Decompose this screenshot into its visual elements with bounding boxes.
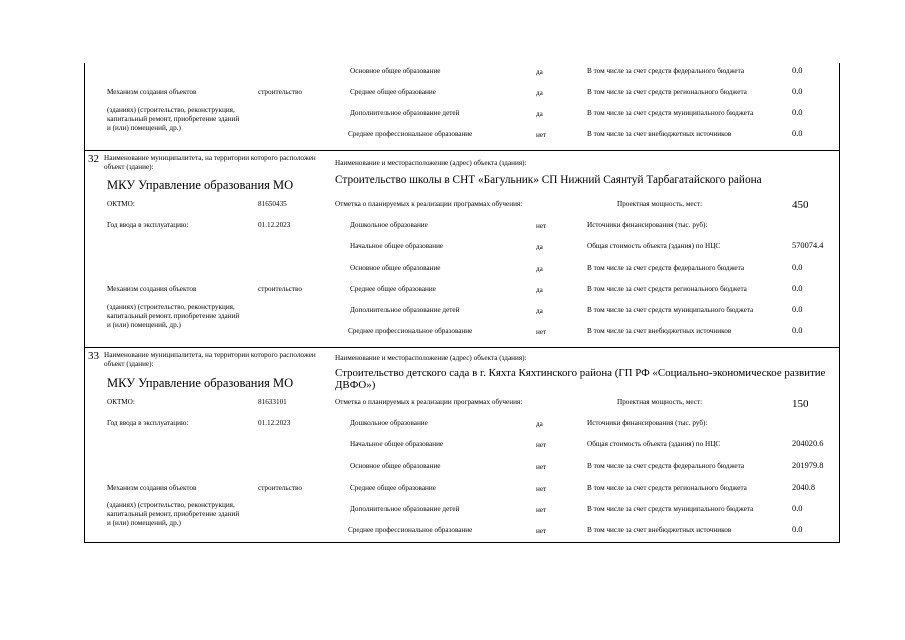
- mechanism-detail: (зданиях) (строительство, реконструкция, капитальный ремонт, приобретение зданий и (или) помещений, др.): [107, 501, 240, 527]
- table-bottom-border: [84, 542, 840, 543]
- program-flag: да: [536, 243, 543, 251]
- funding-label: В том числе за счет средств федерального бюджета: [587, 264, 745, 272]
- funding-value: 204020.6: [792, 439, 824, 448]
- capacity-label: Проектная мощность, мест:: [617, 398, 703, 406]
- program-label: Среднее общее образование: [350, 88, 436, 96]
- funding-value: 570074.4: [792, 241, 824, 250]
- program-flag: да: [536, 286, 543, 294]
- program-flag: да: [536, 89, 543, 97]
- table-left-border: [84, 63, 85, 542]
- funding-label: В том числе за счет средств регионального бюджета: [587, 484, 747, 492]
- program-flag: нет: [536, 222, 547, 230]
- program-label: Дополнительное образование детей: [350, 505, 460, 513]
- program-label: Начальное общее образование: [350, 242, 444, 250]
- program-label: Основное общее образование: [350, 264, 441, 272]
- program-label: Основное общее образование: [350, 462, 441, 470]
- funding-label: В том числе за счет внебюджетных источников: [587, 130, 732, 138]
- table-right-border: [839, 63, 840, 542]
- program-flag: нет: [536, 485, 547, 493]
- funding-label: В том числе за счет внебюджетных источников: [587, 526, 732, 534]
- program-label: Среднее профессиональное образование: [348, 130, 473, 138]
- object-name-line-1: Строительство детского сада в г. Кяхта Кяхтинского района (ГП РФ «Социально-экономическое развитие: [335, 367, 826, 379]
- funding-label: В том числе за счет средств федерального бюджета: [587, 67, 745, 75]
- funding-label: В том числе за счет средств федерального бюджета: [587, 462, 745, 470]
- oktmo-label: ОКТМО:: [107, 200, 135, 208]
- funding-label: Общая стоимость объекта (здания) по НЦС: [587, 242, 721, 250]
- mechanism-value: строительство: [258, 484, 302, 492]
- program-label: Дополнительное образование детей: [350, 109, 460, 117]
- funding-label: В том числе за счет средств муниципального бюджета: [587, 505, 754, 513]
- object-name: Строительство школы в СНТ «Багульник» СП Нижний Саянтуй Тарбагатайского района: [335, 174, 762, 186]
- funding-label: В том числе за счет средств муниципального бюджета: [587, 306, 754, 314]
- funding-value: 0.0: [792, 87, 803, 96]
- municipality-label: Наименование муниципалитета, на территории которого расположен объект (здание):: [104, 154, 316, 171]
- funding-value: 2040.8: [792, 483, 816, 492]
- capacity-value: 450: [792, 199, 809, 211]
- program-flag: нет: [536, 328, 547, 336]
- year-value: 01.12.2023: [258, 419, 291, 427]
- funding-value: 0.0: [792, 284, 803, 293]
- year-label: Год ввода в эксплуатацию:: [107, 419, 189, 427]
- mechanism-detail: (зданиях) (строительство, реконструкция, капитальный ремонт, приобретение зданий и (или) помещений, др.): [107, 303, 240, 329]
- programs-label: Отметка о планируемых к реализации программах обучения:: [335, 200, 523, 208]
- funding-label: В том числе за счет средств регионального бюджета: [587, 88, 747, 96]
- row-divider: [84, 150, 840, 151]
- funding-value: 0.0: [792, 129, 803, 138]
- program-label: Начальное общее образование: [350, 440, 444, 448]
- mechanism-label: Механизм создания объектов: [107, 88, 197, 96]
- row-number: 33: [88, 350, 99, 362]
- program-flag: нет: [536, 463, 547, 471]
- funding-label: В том числе за счет средств муниципального бюджета: [587, 109, 754, 117]
- program-flag: да: [536, 265, 543, 273]
- object-name-line-2: ДВФО»): [335, 379, 376, 391]
- program-flag: да: [536, 110, 543, 118]
- program-label: Дошкольное образование: [350, 419, 428, 427]
- oktmo-value: 81633101: [258, 398, 287, 406]
- funding-value: 0.0: [792, 525, 803, 534]
- program-flag: нет: [536, 131, 547, 139]
- funding-value: 0.0: [792, 263, 803, 272]
- funding-value: 201979.8: [792, 461, 824, 470]
- program-flag: да: [536, 68, 543, 76]
- year-value: 01.12.2023: [258, 221, 291, 229]
- program-label: Дошкольное образование: [350, 221, 428, 229]
- funding-value: 0.0: [792, 66, 803, 75]
- municipality-name: МКУ Управление образования МО: [107, 178, 294, 192]
- program-flag: нет: [536, 527, 547, 535]
- oktmo-value: 81650435: [258, 200, 287, 208]
- funding-label: В том числе за счет внебюджетных источников: [587, 327, 732, 335]
- municipality-label: Наименование муниципалитета, на территории которого расположен объект (здание):: [104, 351, 316, 368]
- program-label: Среднее профессиональное образование: [348, 526, 473, 534]
- row-divider: [84, 347, 840, 348]
- object-label: Наименование и месторасположение (адрес) объекта (здания):: [335, 354, 527, 362]
- mechanism-label: Механизм создания объектов: [107, 484, 197, 492]
- funding-label: Общая стоимость объекта (здания) по НЦС: [587, 440, 721, 448]
- program-label: Среднее профессиональное образование: [348, 327, 473, 335]
- funding-value: 0.0: [792, 326, 803, 335]
- municipality-name: МКУ Управление образования МО: [107, 376, 294, 390]
- mechanism-label: Механизм создания объектов: [107, 285, 197, 293]
- funding-value: 0.0: [792, 108, 803, 117]
- program-flag: да: [536, 420, 543, 428]
- object-label: Наименование и месторасположение (адрес) объекта (здания):: [335, 159, 527, 167]
- program-label: Среднее общее образование: [350, 285, 436, 293]
- mechanism-detail: (зданиях) (строительство, реконструкция, капитальный ремонт, приобретение зданий и (или) помещений, др.): [107, 106, 240, 132]
- program-label: Основное общее образование: [350, 67, 441, 75]
- funding-label: Источники финансирования (тыс. руб):: [587, 221, 708, 229]
- row-number: 32: [88, 153, 99, 165]
- capacity-label: Проектная мощность, мест:: [617, 200, 703, 208]
- funding-label: В том числе за счет средств регионального бюджета: [587, 285, 747, 293]
- program-flag: нет: [536, 506, 547, 514]
- capacity-value: 150: [792, 398, 809, 410]
- program-flag: да: [536, 307, 543, 315]
- program-label: Среднее общее образование: [350, 484, 436, 492]
- programs-label: Отметка о планируемых к реализации программах обучения:: [335, 398, 523, 406]
- oktmo-label: ОКТМО:: [107, 398, 135, 406]
- funding-value: 0.0: [792, 504, 803, 513]
- funding-label: Источники финансирования (тыс. руб):: [587, 419, 708, 427]
- mechanism-value: строительство: [258, 88, 302, 96]
- year-label: Год ввода в эксплуатацию:: [107, 221, 189, 229]
- program-flag: нет: [536, 441, 547, 449]
- program-label: Дополнительное образование детей: [350, 306, 460, 314]
- mechanism-value: строительство: [258, 285, 302, 293]
- funding-value: 0.0: [792, 305, 803, 314]
